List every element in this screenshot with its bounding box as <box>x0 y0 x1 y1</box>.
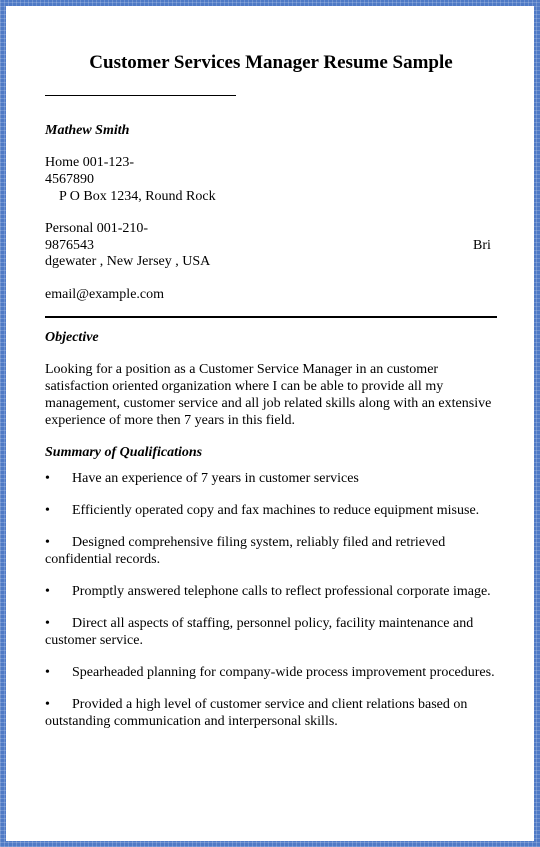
list-item <box>45 615 497 649</box>
list-item <box>45 534 497 568</box>
qualification-text: Direct all aspects of staffing, personnel policy, facility maintenance and customer service. <box>45 616 474 648</box>
qualification-text: Have an experience of 7 years in customer services <box>72 471 359 486</box>
qualification-text: Promptly answered telephone calls to reflect professional corporate image. <box>72 584 491 599</box>
bullet-marker: • <box>45 471 50 486</box>
list-item <box>45 502 497 519</box>
objective-heading: Objective <box>45 330 99 345</box>
personal-phone-line-2: 9876543 <box>45 238 94 253</box>
city-fragment: Bri <box>473 238 491 253</box>
list-item <box>45 583 497 600</box>
summary-heading: Summary of Qualifications <box>45 445 203 460</box>
objective-text: Looking for a position as a Customer Service Manager in an customer satisfaction oriented organization where I can be able to provide all my management, customer service and all job related skills along with an extensive experience of more then 7 years in this field. <box>45 362 492 428</box>
bullet-marker: • <box>45 697 50 712</box>
address-line: P O Box 1234, Round Rock <box>59 189 216 204</box>
qualification-text: Designed comprehensive filing system, reliably filed and retrieved confidential records. <box>45 535 446 567</box>
qualification-text: Efficiently operated copy and fax machines to reduce equipment misuse. <box>72 503 480 518</box>
qualifications-list <box>45 470 497 745</box>
bullet-marker: • <box>45 665 50 680</box>
qualification-text: Spearheaded planning for company-wide process improvement procedures. <box>72 665 495 680</box>
bullet-marker: • <box>45 584 50 599</box>
home-phone-line-1: Home 001-123- <box>45 155 135 170</box>
section-divider <box>45 316 497 318</box>
title-divider <box>45 95 236 96</box>
email: email@example.com <box>45 287 165 302</box>
home-phone-line-2: 4567890 <box>45 172 94 187</box>
city-line: dgewater , New Jersey , USA <box>45 254 211 269</box>
bullet-marker: • <box>45 535 50 550</box>
bullet-marker: • <box>45 503 50 518</box>
qualification-text: Provided a high level of customer service and client relations based on outstanding communication and interpersonal skills. <box>45 697 468 729</box>
bullet-marker: • <box>45 616 50 631</box>
candidate-name: Mathew Smith <box>45 123 130 138</box>
list-item <box>45 696 497 730</box>
document-title: Customer Services Manager Resume Sample <box>89 52 453 73</box>
personal-phone-line-1: Personal 001-210- <box>45 221 149 236</box>
list-item <box>45 470 497 487</box>
list-item <box>45 664 497 681</box>
resume-page <box>6 6 534 841</box>
